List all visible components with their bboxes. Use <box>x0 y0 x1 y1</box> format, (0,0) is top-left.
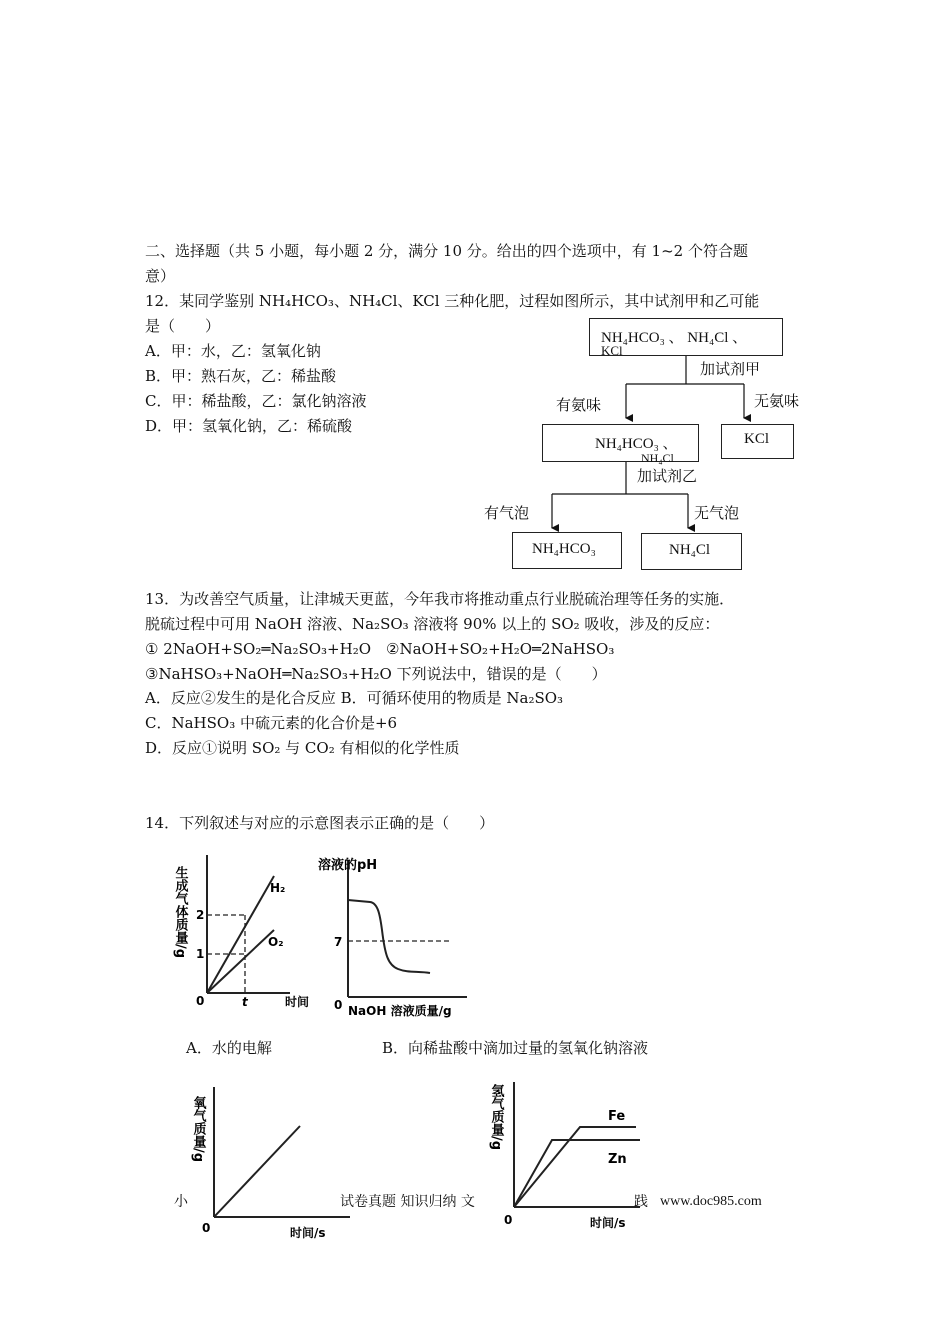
q13-line4: ③NaHSO₃+NaOH═Na₂SO₃+H₂O 下列说法中，错误的是（ ） <box>145 665 607 683</box>
section-heading-line1: 二、选择题（共 5 小题，每小题 2 分，满分 10 分。给出的四个选项中，有 1~2 个符合题 <box>145 242 748 260</box>
q12-option-b: B．甲：熟石灰，乙：稀盐酸 <box>145 367 337 385</box>
graph-d-series-zn: Zn <box>608 1152 627 1167</box>
flow-reagent-b: 加试剂乙 <box>637 467 698 485</box>
flow-no-ammonia: 无氨味 <box>754 392 800 410</box>
flow-mid-box <box>542 424 699 465</box>
q12-stem-line2: 是（ ） <box>145 317 221 335</box>
flow-result-left-label: NH₄HCO₃ <box>532 541 596 557</box>
footer-middle-fragment: 试卷真题 知识归纳 文 <box>340 1194 475 1210</box>
graph-d-series-fe: Fe <box>608 1109 626 1124</box>
graph-a-ytick-1: 1 <box>196 947 205 961</box>
flow-top-box-line1: NH₄HCO₃ 、 NH₄Cl 、 <box>601 330 748 346</box>
graph-a-series-h2: H₂ <box>270 881 286 895</box>
graph-a-xtick-t: t <box>242 995 248 1009</box>
q12-option-a: A．甲：水，乙：氢氧化钠 <box>145 342 321 360</box>
q14-caption-b: B．向稀盐酸中滴加过量的氢氧化钠溶液 <box>382 1039 649 1057</box>
graph-a-water-electrolysis <box>170 850 310 1020</box>
q12-stem-line1: 12．某同学鉴别 NH₄HCO₃、NH₄Cl、KCl 三种化肥，过程如图所示，其中试剂甲和乙可能 <box>145 292 760 310</box>
q12-option-c: C．甲：稀盐酸，乙：氯化钠溶液 <box>145 392 367 410</box>
graph-d-xlabel: 时间/s <box>590 1216 626 1230</box>
footer-url-link[interactable]: www.doc985.com <box>660 1194 762 1209</box>
flow-kcl-box <box>721 424 794 459</box>
graph-b-ylabel: 溶液的pH <box>318 858 378 873</box>
graph-a-ytick-2: 2 <box>196 908 205 922</box>
flow-reagent-a: 加试剂甲 <box>700 360 761 378</box>
footer-left-fragment: 小 <box>174 1194 188 1210</box>
graph-c-ylabel: 氧气质量/g <box>190 1096 206 1163</box>
footer-right-fragment: 践 <box>634 1194 648 1210</box>
flow-has-bubbles: 有气泡 <box>484 504 530 522</box>
graph-a-xlabel: 时间 <box>285 995 310 1009</box>
q13-line1: 13．为改善空气质量，让津城天更蓝，今年我市将推动重点行业脱硫治理等任务的实施． <box>145 590 735 608</box>
flow-has-ammonia: 有氨味 <box>556 396 602 414</box>
flow-result-right-label: NH₄Cl <box>669 542 711 558</box>
q13-option-ab: A．反应②发生的是化合反应 B．可循环使用的物质是 Na₂SO₃ <box>145 689 564 707</box>
graph-d-origin: 0 <box>504 1213 513 1227</box>
graph-b-ph-curve <box>312 855 472 1025</box>
q13-option-d: D．反应①说明 SO₂ 与 CO₂ 有相似的化学性质 <box>145 739 460 757</box>
graph-b-origin: 0 <box>334 998 343 1012</box>
graph-a-series-o2: O₂ <box>268 935 284 949</box>
flow-result-right <box>641 533 742 570</box>
q12-option-d: D．甲：氢氧化钠，乙：稀硫酸 <box>145 417 353 435</box>
graph-a-ylabel: 生成气体质量/g <box>172 866 188 959</box>
graph-c-oxygen <box>190 1082 360 1242</box>
graph-c-origin: 0 <box>202 1221 211 1235</box>
flow-no-bubbles: 无气泡 <box>694 504 740 522</box>
graph-b-ytick-7: 7 <box>334 935 343 949</box>
flow-mid-box-line1: NH₄HCO₃ 、 <box>595 436 678 452</box>
flow-result-left <box>512 532 622 569</box>
q14-stem: 14．下列叙述与对应的示意图表示正确的是（ ） <box>145 814 495 832</box>
section-heading-line2: 意） <box>145 267 176 285</box>
q13-line3: ① 2NaOH+SO₂═Na₂SO₃+H₂O ②NaOH+SO₂+H₂O═2NaHSO₃ <box>145 640 615 658</box>
q13-option-c: C．NaHSO₃ 中硫元素的化合价是+6 <box>145 714 398 732</box>
graph-d-ylabel: 氢气质量/g <box>488 1084 504 1151</box>
flow-top-box <box>589 318 783 356</box>
graph-a-origin: 0 <box>196 994 205 1008</box>
graph-b-xlabel: NaOH 溶液质量/g <box>348 1004 452 1018</box>
flow-top-box-line2: KCl <box>601 343 623 358</box>
flow-mid-box-line2: NH₄Cl <box>641 451 674 465</box>
graph-c-xlabel: 时间/s <box>290 1226 326 1240</box>
q13-line2: 脱硫过程中可用 NaOH 溶液、Na₂SO₃ 溶液将 90% 以上的 SO₂ 吸收，涉及的反应： <box>145 615 720 633</box>
q14-caption-a: A．水的电解 <box>186 1039 272 1057</box>
flow-kcl-box-label: KCl <box>744 431 770 447</box>
